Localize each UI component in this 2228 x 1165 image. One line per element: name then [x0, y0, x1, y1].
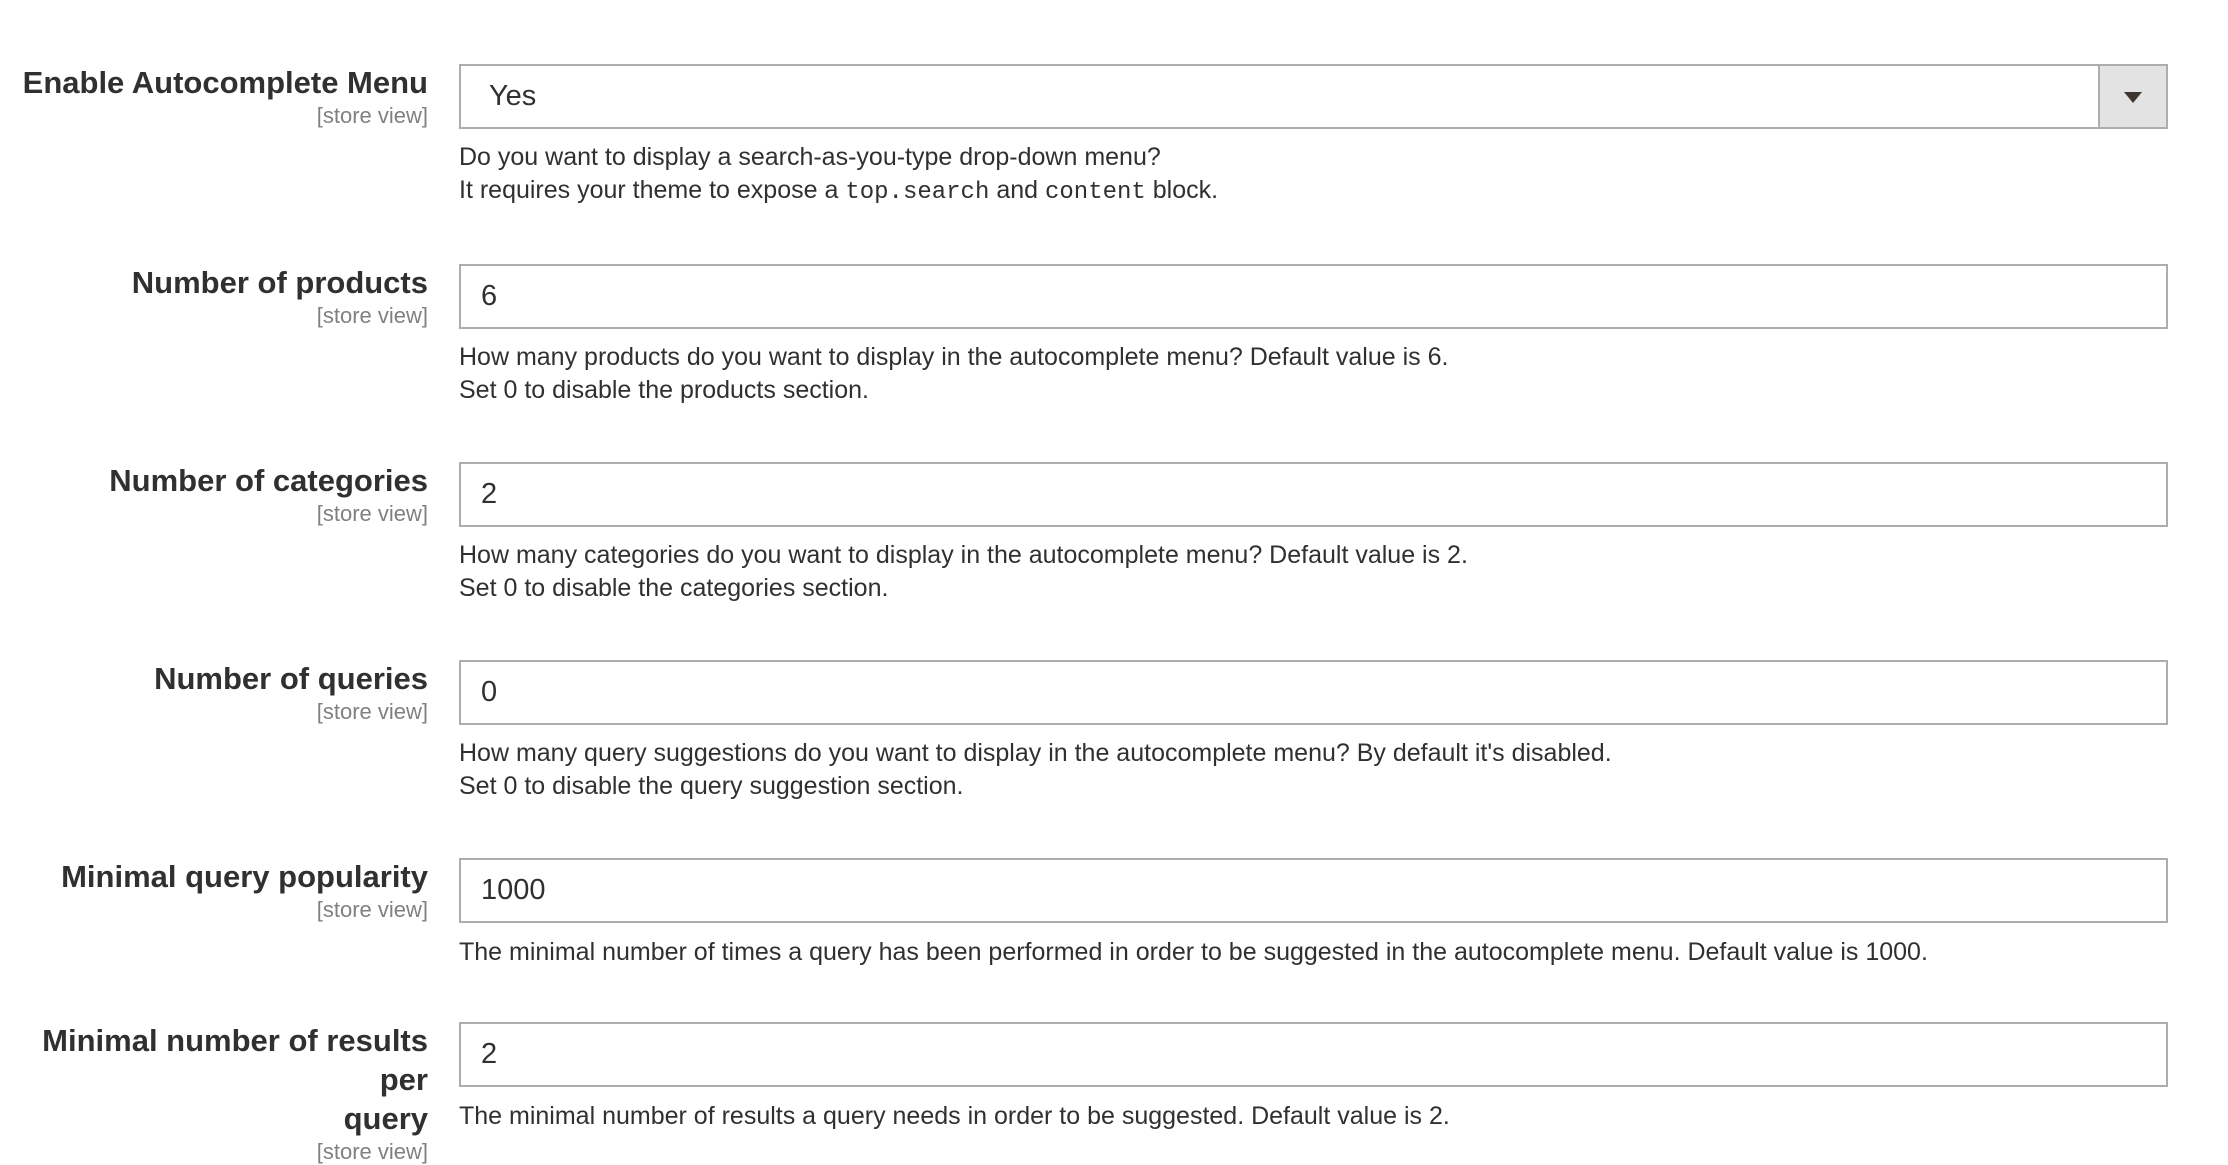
field-note	[459, 141, 2219, 209]
minimal-number-of-results-field[interactable]	[459, 1022, 2168, 1087]
scope-label: [store view]	[316, 303, 428, 328]
field-label-title: query	[343, 1101, 428, 1136]
number-of-products-field[interactable]	[459, 264, 2168, 329]
field-note	[459, 539, 2219, 605]
minimal-query-popularity-field[interactable]	[459, 858, 2168, 923]
note-line: Set 0 to disable the query suggestion section.	[459, 772, 964, 800]
field-label	[0, 1021, 428, 1165]
number-of-queries-field[interactable]	[459, 660, 2168, 725]
field-label-title: Minimal query popularity	[61, 859, 428, 894]
field-label	[0, 63, 428, 129]
field-note	[459, 936, 2219, 969]
note-text: It requires your theme to expose a	[459, 176, 839, 204]
field-note	[459, 737, 2219, 803]
note-line: Set 0 to disable the categories section.	[459, 574, 889, 602]
note-line: How many categories do you want to display in the autocomplete menu? Default value is 2.	[459, 541, 1468, 569]
field-label-title: Number of queries	[154, 661, 428, 696]
select-value: Yes	[489, 80, 537, 112]
code-snippet: content	[1044, 179, 1146, 206]
field-label	[0, 857, 428, 923]
field-label	[0, 461, 428, 527]
field-label	[0, 659, 428, 725]
enable-autocomplete-select[interactable]	[459, 64, 2168, 129]
field-label-title: Enable Autocomplete Menu	[22, 65, 428, 100]
field-label-title: Number of categories	[109, 463, 428, 498]
scope-label: [store view]	[316, 897, 428, 922]
note-line: Do you want to display a search-as-you-type drop-down menu?	[459, 143, 1161, 171]
minimal-number-of-results-input[interactable]	[461, 1024, 2166, 1085]
number-of-queries-input[interactable]	[461, 662, 2166, 723]
note-text: and	[996, 176, 1039, 204]
note-line: The minimal number of times a query has been performed in order to be suggested in the autocomplete menu. Default value is 1000.	[459, 938, 1928, 966]
note-line: The minimal number of results a query needs in order to be suggested. Default value is 2.	[459, 1102, 1450, 1130]
number-of-products-input[interactable]	[461, 266, 2166, 327]
field-note	[459, 1100, 2219, 1133]
code-snippet: top.search	[845, 179, 990, 206]
scope-label: [store view]	[316, 501, 428, 526]
note-line: How many products do you want to display in the autocomplete menu? Default value is 6.	[459, 343, 1449, 371]
field-label-title: Number of products	[131, 265, 428, 300]
note-line: Set 0 to disable the products section.	[459, 376, 869, 404]
scope-label: [store view]	[316, 1139, 428, 1164]
scope-label: [store view]	[316, 103, 428, 128]
note-line	[459, 174, 2219, 209]
field-label-title: Minimal number of results per	[42, 1023, 428, 1097]
field-label	[0, 263, 428, 329]
note-line: How many query suggestions do you want to display in the autocomplete menu? By default it's disabled.	[459, 739, 1612, 767]
note-text: block.	[1152, 176, 1219, 204]
number-of-categories-input[interactable]	[461, 464, 2166, 525]
chevron-down-icon[interactable]	[2098, 66, 2166, 127]
minimal-query-popularity-input[interactable]	[461, 860, 2166, 921]
number-of-categories-field[interactable]	[459, 462, 2168, 527]
field-note	[459, 341, 2219, 407]
scope-label: [store view]	[316, 699, 428, 724]
